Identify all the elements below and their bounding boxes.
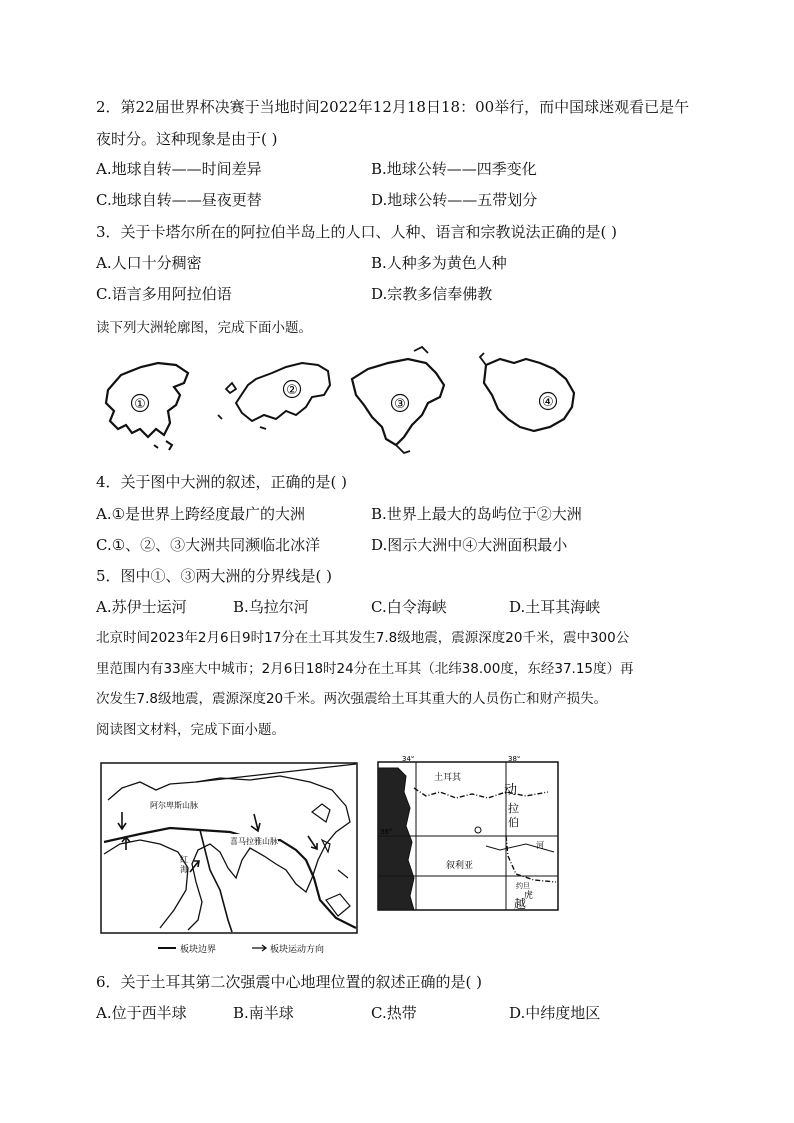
label-river: 河 xyxy=(536,841,544,850)
continent-3-north-america xyxy=(352,347,444,453)
label-himalaya: 喜马拉雅山脉 xyxy=(230,837,278,846)
q6-option-a[interactable]: A.位于西半球 xyxy=(96,1004,187,1022)
legend-plate-direction: 板块运动方向 xyxy=(270,945,325,955)
turkey-region-map xyxy=(376,756,562,914)
q4-stem: 4．关于图中大洲的叙述，正确的是( ) xyxy=(96,473,348,491)
q5-option-d[interactable]: D.土耳其海峡 xyxy=(509,598,601,616)
passage-line2: 里范围内有33座大中城市；2月6日18时24分在土耳其（北纬38.00度，东经37.15度）再 xyxy=(96,661,634,677)
label-turkey: 土耳其 xyxy=(434,773,462,783)
continent-label-2: ② xyxy=(286,383,298,398)
q3-option-a[interactable]: A.人口十分稠密 xyxy=(96,254,202,272)
q3-option-d[interactable]: D.宗教多信奉佛教 xyxy=(371,285,493,303)
label-yue: 越 xyxy=(514,897,527,911)
passage-line4: 阅读图文材料，完成下面小题。 xyxy=(96,722,285,738)
q6-option-d[interactable]: D.中纬度地区 xyxy=(509,1004,601,1022)
legend-plate-boundary: 板块边界 xyxy=(180,945,217,955)
q5-option-b[interactable]: B.乌拉尔河 xyxy=(233,598,309,616)
q5-option-c[interactable]: C.白令海峡 xyxy=(371,598,447,616)
q4-option-c[interactable]: C.①、②、③大洲共同濒临北冰洋 xyxy=(96,536,321,554)
intro-continents: 读下列大洲轮廓图，完成下面小题。 xyxy=(96,320,312,336)
continent-4-antarctica xyxy=(480,353,574,431)
label-alps: 阿尔卑斯山脉 xyxy=(150,801,198,810)
q3-option-c[interactable]: C.语言多用阿拉伯语 xyxy=(96,285,232,303)
passage-line3: 次发生7.8级地震，震源深度20千米。两次强震给土耳其重大的人员伤亡和财产损失。 xyxy=(96,691,608,707)
label-34deg: 34° xyxy=(402,756,415,763)
q6-option-b[interactable]: B.南半球 xyxy=(233,1004,294,1022)
passage-line1: 北京时间2023年2月6日9时17分在土耳其发生7.8级地震，震源深度20千米，震中300公 xyxy=(96,630,630,646)
q5-stem: 5．图中①、③两大洲的分界线是( ) xyxy=(96,567,333,585)
plate-boundary-map xyxy=(100,760,362,960)
continent-1-asia xyxy=(106,363,188,450)
q4-option-d[interactable]: D.图示大洲中④大洲面积最小 xyxy=(371,536,568,554)
q6-option-c[interactable]: C.热带 xyxy=(371,1004,417,1022)
label-red: 红 xyxy=(180,855,188,864)
label-bo: 伯 xyxy=(508,816,519,829)
continent-outlines-figure xyxy=(96,345,596,460)
label-syria: 叙利亚 xyxy=(446,861,474,871)
label-sea: 海 xyxy=(180,865,188,874)
continent-label-3: ③ xyxy=(394,397,406,412)
q2-option-a[interactable]: A.地球自转——时间差异 xyxy=(96,160,262,178)
q4-option-b[interactable]: B.世界上最大的岛屿位于②大洲 xyxy=(371,505,582,523)
label-38deg: 38° xyxy=(508,756,521,763)
label-36deg: 36° xyxy=(380,828,393,836)
label-jordan: 约旦 xyxy=(516,882,530,890)
q2-stem-line1: 2．第22届世界杯决赛于当地时间2022年12月18日18：00举行，而中国球迷观看已是午 xyxy=(96,98,690,116)
continent-label-4: ④ xyxy=(542,395,554,410)
q2-option-d[interactable]: D.地球公转——五带划分 xyxy=(371,191,538,209)
continent-2-europe xyxy=(218,363,330,429)
q5-option-a[interactable]: A.苏伊士运河 xyxy=(96,598,187,616)
q3-option-b[interactable]: B.人种多为黄色人种 xyxy=(371,254,507,272)
q4-option-a[interactable]: A.①是世界上跨经度最广的大洲 xyxy=(96,505,306,523)
q6-stem: 6．关于土耳其第二次强震中心地理位置的叙述正确的是( ) xyxy=(96,973,483,991)
q2-option-c[interactable]: C.地球自转——昼夜更替 xyxy=(96,191,262,209)
label-hu: 虎 xyxy=(524,891,534,901)
q2-stem-line2: 夜时分。这种现象是由于( ) xyxy=(96,130,278,148)
label-dong: 动 xyxy=(504,783,518,798)
q2-option-b[interactable]: B.地球公转——四季变化 xyxy=(371,160,537,178)
label-la: 拉 xyxy=(508,802,519,815)
q3-stem: 3．关于卡塔尔所在的阿拉伯半岛上的人口、人种、语言和宗教说法正确的是( ) xyxy=(96,223,618,241)
continent-label-1: ① xyxy=(134,397,146,412)
